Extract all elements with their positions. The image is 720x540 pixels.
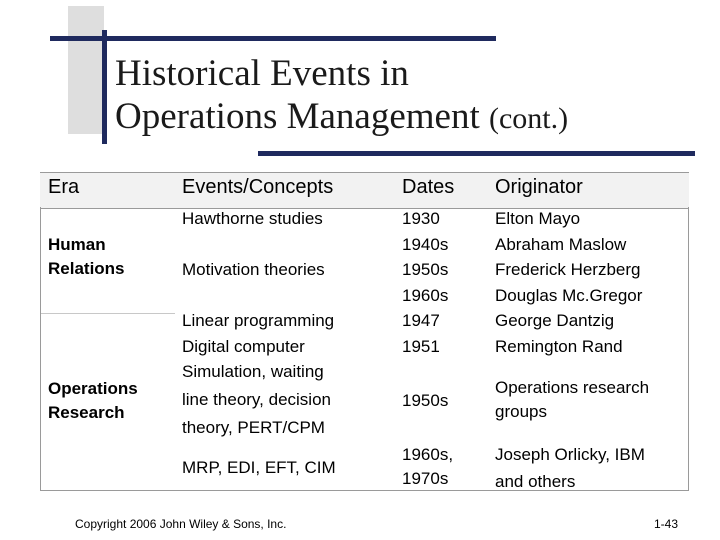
date-simulation: 1950s [402,391,449,410]
table-header-row [40,172,689,209]
date-linear-programming: 1947 [402,311,440,330]
title-suffix: (cont.) [489,102,569,135]
era-operations-research: Operations Research [48,379,138,422]
era-human-relations: Human Relations [48,235,125,278]
slide-title [115,52,568,140]
era-divider [41,313,175,314]
date-hawthorne: 1930 [402,209,440,228]
originator-mrp: Joseph Orlicky, IBM and others [495,445,645,491]
originator-linear-programming: George Dantzig [495,311,615,330]
date-motivation-3: 1960s [402,285,449,305]
originators-list [495,206,642,359]
originator-motivation-3: Douglas Mc.Gregor [495,285,643,305]
event-simulation: Simulation, waiting line theory, decision theory, PERT/CPM [182,362,331,437]
footer-copyright: Copyright 2006 John Wiley & Sons, Inc. [75,517,287,531]
originator-motivation-2: Frederick Herzberg [495,260,641,279]
header-originator: Originator [495,176,583,198]
event-motivation: Motivation theories [182,260,325,279]
date-mrp: 1960s, 1970s [402,445,454,488]
date-digital-computer: 1951 [402,336,440,356]
originator-motivation-1: Abraham Maslow [495,234,627,254]
dates-list [402,206,448,359]
title-left-rule [102,30,107,144]
event-hawthorne: Hawthorne studies [182,209,323,228]
title-top-rule [50,36,496,41]
date-motivation-1: 1940s [402,234,449,254]
originator-simulation: Operations research groups [495,378,650,421]
header-era: Era [48,176,80,198]
title-bottom-rule [258,151,695,156]
footer-page-number: 1-43 [654,517,679,531]
event-mrp: MRP, EDI, EFT, CIM [182,458,336,477]
originator-hawthorne: Elton Mayo [495,209,581,228]
event-linear-programming: Linear programming [182,311,335,330]
originator-digital-computer: Remington Rand [495,336,623,356]
event-digital-computer: Digital computer [182,337,305,356]
title-line-2: Operations Management (cont.) [115,96,569,137]
title-shadow-panel [68,6,104,134]
header-dates: Dates [402,176,455,198]
title-line-1: Historical Events in [115,53,409,94]
header-events: Events/Concepts [182,176,334,198]
date-motivation-2: 1950s [402,260,449,279]
